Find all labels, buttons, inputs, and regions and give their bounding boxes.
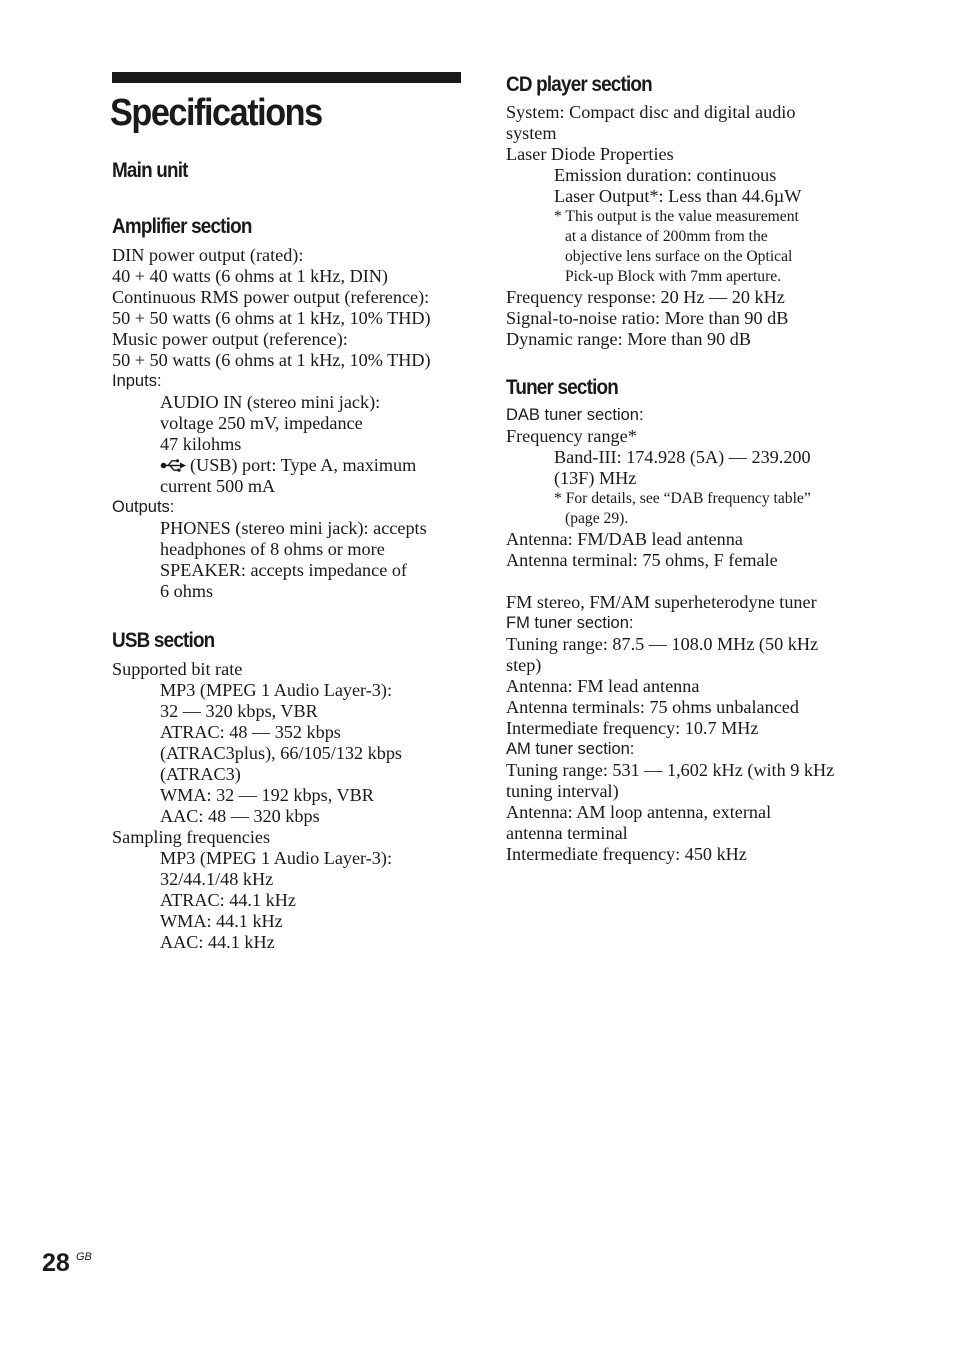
spec-line: 40 + 40 watts (6 ohms at 1 kHz, DIN) [112,266,388,286]
am-label: AM tuner section: [506,740,635,758]
spec-line: 50 + 50 watts (6 ohms at 1 kHz, 10% THD) [112,308,431,328]
spec-line: Frequency range* [506,426,637,446]
footnote: * For details, see “DAB frequency table” [554,490,811,507]
spec-line: Tuning range: 531 — 1,602 kHz (with 9 kHz [506,760,835,780]
spec-line: current 500 mA [160,476,276,496]
spec-line: Dynamic range: More than 90 dB [506,329,751,349]
spec-line: AAC: 48 — 320 kbps [160,806,320,826]
spec-line: step) [506,655,542,675]
page-suffix: GB [76,1251,92,1263]
laser-label: Laser Diode Properties [506,144,674,164]
spec-line: Laser Output*: Less than 44.6µW [554,186,802,206]
amplifier-section [112,245,472,602]
spec-line: MP3 (MPEG 1 Audio Layer-3): [160,848,393,868]
spec-line: (ATRAC3) [160,764,241,784]
footnote: at a distance of 200mm from the [565,228,768,245]
spec-line: headphones of 8 ohms or more [160,539,385,559]
footnote: (page 29). [565,510,629,527]
spec-line: Continuous RMS power output (reference): [112,287,430,307]
tuner-section [506,405,866,865]
spec-line: 47 kilohms [160,434,242,454]
spec-line: Antenna terminals: 75 ohms unbalanced [506,697,799,717]
spec-line: ATRAC: 44.1 kHz [160,890,296,910]
spec-line: Frequency response: 20 Hz — 20 kHz [506,287,785,307]
title-rule [112,72,461,83]
footnote: objective lens surface on the Optical [565,248,793,265]
fm-label: FM tuner section: [506,614,634,632]
spec-line: PHONES (stereo mini jack): accepts [160,518,427,538]
footnote: * This output is the value measurement [554,208,799,225]
spec-line: Tuning range: 87.5 — 108.0 MHz (50 kHz [506,634,819,654]
cd-heading: CD player section [506,73,652,96]
bitrate-label: Supported bit rate [112,659,243,679]
page-title: Specifications [110,92,322,134]
spec-line: Intermediate frequency: 10.7 MHz [506,718,759,738]
usb-icon [160,456,186,477]
spec-line: antenna terminal [506,823,628,843]
spacer [506,571,866,592]
page-number: 28 [42,1249,70,1277]
outputs-label: Outputs: [112,498,175,516]
spec-line: FM stereo, FM/AM superheterodyne tuner [506,592,817,612]
spec-line: Music power output (reference): [112,329,348,349]
spec-line: system [506,123,557,143]
spec-line: ATRAC: 48 — 352 kbps [160,722,341,742]
spec-line: (13F) MHz [554,468,637,488]
sampling-label: Sampling frequencies [112,827,271,847]
spec-line: WMA: 44.1 kHz [160,911,283,931]
amplifier-heading: Amplifier section [112,215,252,238]
usb-section [112,659,472,953]
spec-line: System: Compact disc and digital audio [506,102,796,122]
spec-line: AAC: 44.1 kHz [160,932,275,952]
spec-line: WMA: 32 — 192 kbps, VBR [160,785,374,805]
spec-line: Band-III: 174.928 (5A) — 239.200 [554,447,811,467]
spec-line: voltage 250 mV, impedance [160,413,363,433]
spec-line: 32/44.1/48 kHz [160,869,274,889]
spec-line: Signal-to-noise ratio: More than 90 dB [506,308,789,328]
spec-line: tuning interval) [506,781,619,801]
spec-line: SPEAKER: accepts impedance of [160,560,407,580]
footnote: Pick-up Block with 7mm aperture. [565,268,782,285]
usb-heading: USB section [112,629,215,652]
spec-line: Antenna terminal: 75 ohms, F female [506,550,778,570]
spec-line: 32 — 320 kbps, VBR [160,701,318,721]
spec-line: 50 + 50 watts (6 ohms at 1 kHz, 10% THD) [112,350,431,370]
dab-label: DAB tuner section: [506,406,644,424]
spec-line: Antenna: FM lead antenna [506,676,700,696]
tuner-heading: Tuner section [506,376,618,399]
spec-line: 6 ohms [160,581,214,601]
spec-line: Antenna: FM/DAB lead antenna [506,529,743,549]
inputs-label: Inputs: [112,372,162,390]
spec-line: AUDIO IN (stereo mini jack): [160,392,381,412]
spec-line: DIN power output (rated): [112,245,304,265]
spec-line: MP3 (MPEG 1 Audio Layer-3): [160,680,393,700]
main-unit-heading: Main unit [112,159,188,182]
cd-section [506,102,866,350]
spec-line: Emission duration: continuous [554,165,777,185]
spec-line: Intermediate frequency: 450 kHz [506,844,747,864]
spec-line: Antenna: AM loop antenna, external [506,802,772,822]
usb-port-text: (USB) port: Type A, maximum [190,455,417,475]
spec-line: (ATRAC3plus), 66/105/132 kbps [160,743,403,763]
usb-port-line [112,455,472,476]
